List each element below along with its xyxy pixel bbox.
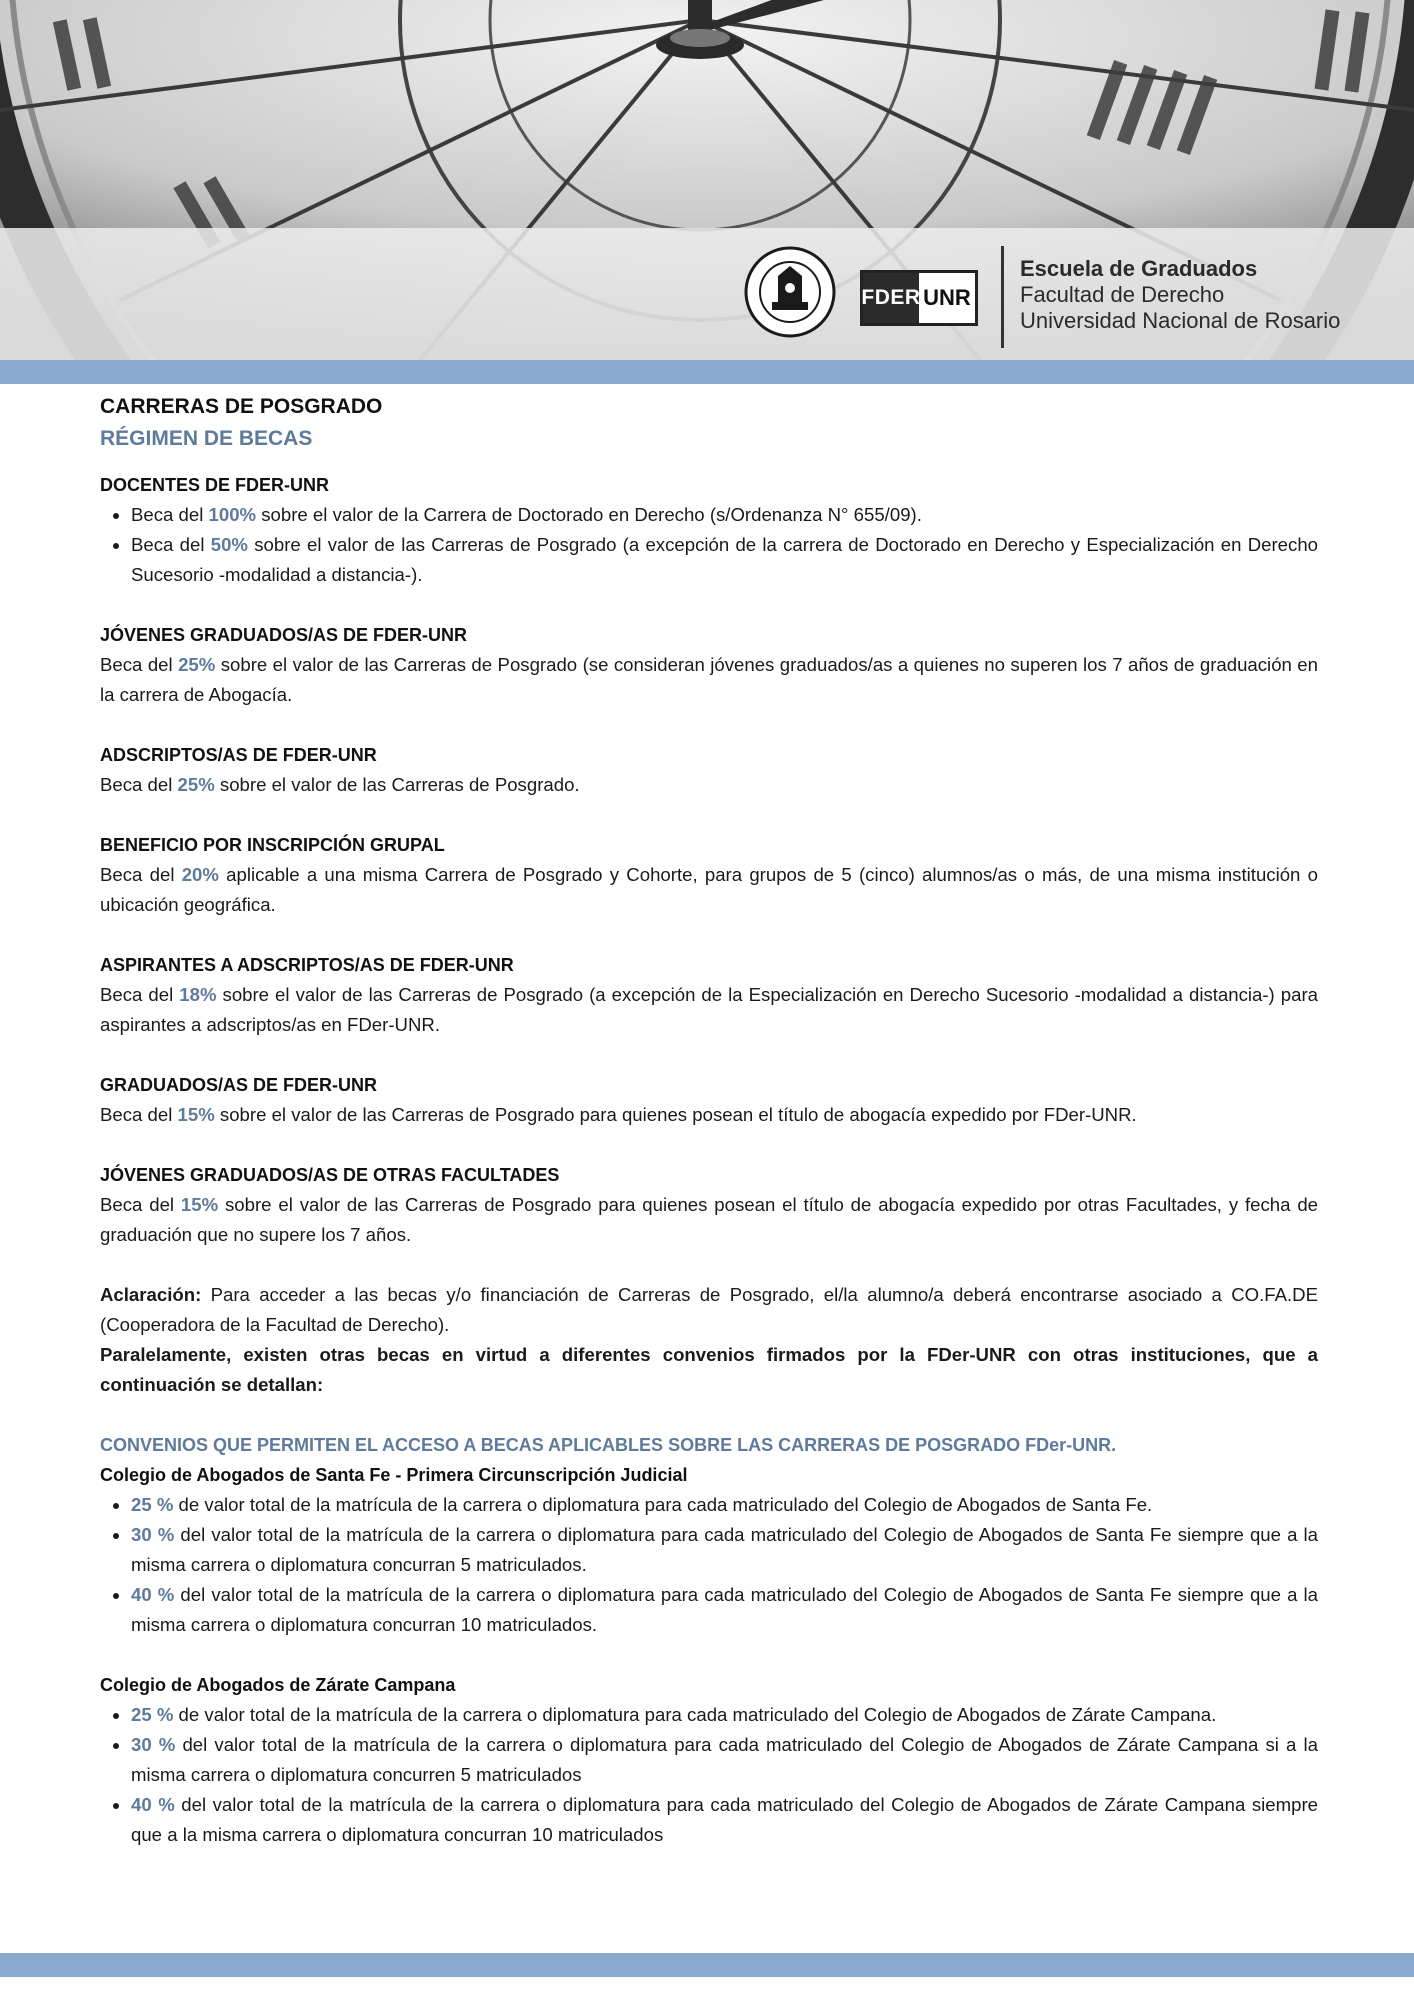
percentage: 25 % [131,1704,174,1725]
percentage: 40 % [131,1584,175,1605]
list-item: • 40 % del valor total de la matrícula de la carrera o diplomatura para cada matriculado del Colegio de Abogados de Zárate Campana siempre que a la misma carrera o diplomatura concurran 10 matriculados [131,1790,1318,1850]
logo-left-text: FDER [863,273,919,323]
section-title: DOCENTES DE FDER-UNR [100,475,330,495]
percentage: 40 % [131,1794,175,1815]
page-subtitle: RÉGIMEN DE BECAS [100,427,313,450]
section-text: Beca del 25% sobre el valor de las Carreras de Posgrado. [100,774,580,795]
section-jovenes [100,620,1318,710]
list-item: • 25 % de valor total de la matrícula de la carrera o diplomatura para cada matriculado del Colegio de Abogados de Santa Fe. [131,1490,1318,1520]
list-item: • Beca del 100% sobre el valor de la Carrera de Doctorado en Derecho (s/Ordenanza N° 655/09). [131,500,1318,530]
org-line-3: Universidad Nacional de Rosario [1020,308,1341,333]
top-color-band [0,360,1414,384]
percentage: 50% [210,534,248,555]
header-banner [0,0,1414,360]
page-title: CARRERAS DE POSGRADO [100,395,383,418]
section-adscriptos [100,740,1318,800]
section-grupal [100,830,1318,920]
percentage: 15% [180,1194,219,1215]
convenios-title: CONVENIOS QUE PERMITEN EL ACCESO A BECAS APLICABLES SOBRE LAS CARRERAS DE POSGRADO FDer-UNR. [100,1435,1117,1455]
section-docentes [100,470,1318,590]
section-title: GRADUADOS/AS DE FDER-UNR [100,1075,378,1095]
convenio-title: Colegio de Abogados de Santa Fe - Primera Circunscripción Judicial [100,1465,688,1485]
list-item: • 30 % del valor total de la matrícula de la carrera o diplomatura para cada matriculado del Colegio de Abogados de Zárate Campana si a la misma carrera o diplomatura concurren 5 matriculados [131,1730,1318,1790]
list-item: • 30 % del valor total de la matrícula de la carrera o diplomatura para cada matriculado del Colegio de Abogados de Santa Fe siempre que a la misma carrera o diplomatura concurran 5 matriculados. [131,1520,1318,1580]
aclaracion-note: Aclaración: Para acceder a las becas y/o financiación de Carreras de Posgrado, el/la alumno/a deberá encontrarse asociado a CO.FA.DE (Cooperadora de la Facultad de Derecho). [100,1284,1318,1335]
section-title: ASPIRANTES A ADSCRIPTOS/AS DE FDER-UNR [100,955,514,975]
percentage: 30 % [131,1734,176,1755]
section-text: Beca del 20% aplicable a una misma Carrera de Posgrado y Cohorte, para grupos de 5 (cinco) alumnos/as o más, de una misma institución o ubicación geográfica. [100,864,1318,915]
percentage: 15% [177,1104,215,1125]
percentage: 100% [208,504,257,525]
percentage: 25% [178,654,216,675]
document-body [100,392,1318,1850]
percentage: 25% [177,774,215,795]
section-text: Beca del 25% sobre el valor de las Carreras de Posgrado (se consideran jóvenes graduados/as a quienes no superen los 7 años de graduación en la carrera de Abogacía. [100,654,1318,705]
percentage: 18% [179,984,217,1005]
section-title: ADSCRIPTOS/AS DE FDER-UNR [100,745,377,765]
convenio-zarate [100,1670,1318,1850]
section-text: Beca del 18% sobre el valor de las Carreras de Posgrado (a excepción de la Especialización en Derecho Sucesorio -modalidad a distancia-) para aspirantes a adscriptos/as en FDer-UNR. [100,984,1318,1035]
list-item: • 25 % de valor total de la matrícula de la carrera o diplomatura para cada matriculado del Colegio de Abogados de Zárate Campana. [131,1700,1318,1730]
bottom-color-band [0,1953,1414,1977]
paralelamente-note: Paralelamente, existen otras becas en virtud a diferentes convenios firmados por la FDer-UNR con otras instituciones, que a continuación se detallan: [100,1344,1318,1395]
university-seal-icon [744,246,836,338]
percentage: 20% [181,864,219,885]
percentage: 25 % [131,1494,174,1515]
fder-unr-logo [860,270,978,326]
org-line-1: Escuela de Graduados [1020,256,1258,281]
convenio-santa-fe [100,1460,1318,1640]
percentage: 30 % [131,1524,175,1545]
section-title: JÓVENES GRADUADOS/AS DE FDER-UNR [100,625,468,645]
logo-right-text: UNR [923,285,971,310]
org-line-2: Facultad de Derecho [1020,282,1225,307]
section-title: JÓVENES GRADUADOS/AS DE OTRAS FACULTADES [100,1165,560,1185]
section-graduados [100,1070,1318,1130]
logo-divider [1001,246,1004,348]
section-text: Beca del 15% sobre el valor de las Carreras de Posgrado para quienes posean el título de abogacía expedido por FDer-UNR. [100,1104,1137,1125]
aclaracion-label: Aclaración: [100,1284,202,1305]
list-item: • 40 % del valor total de la matrícula de la carrera o diplomatura para cada matriculado del Colegio de Abogados de Santa Fe siempre que a la misma carrera o diplomatura concurran 10 matriculados. [131,1580,1318,1640]
section-aspirantes [100,950,1318,1040]
org-block [1020,256,1340,334]
section-otras-facultades [100,1160,1318,1250]
convenio-title: Colegio de Abogados de Zárate Campana [100,1675,456,1695]
section-text: Beca del 15% sobre el valor de las Carreras de Posgrado para quienes posean el título de abogacía expedido por otras Facultades, y fecha de graduación que no supere los 7 años. [100,1194,1318,1245]
list-item: • Beca del 50% sobre el valor de las Carreras de Posgrado (a excepción de la carrera de Doctorado en Derecho y Especialización en Derecho Sucesorio -modalidad a distancia-). [131,530,1318,590]
section-title: BENEFICIO POR INSCRIPCIÓN GRUPAL [100,835,445,855]
